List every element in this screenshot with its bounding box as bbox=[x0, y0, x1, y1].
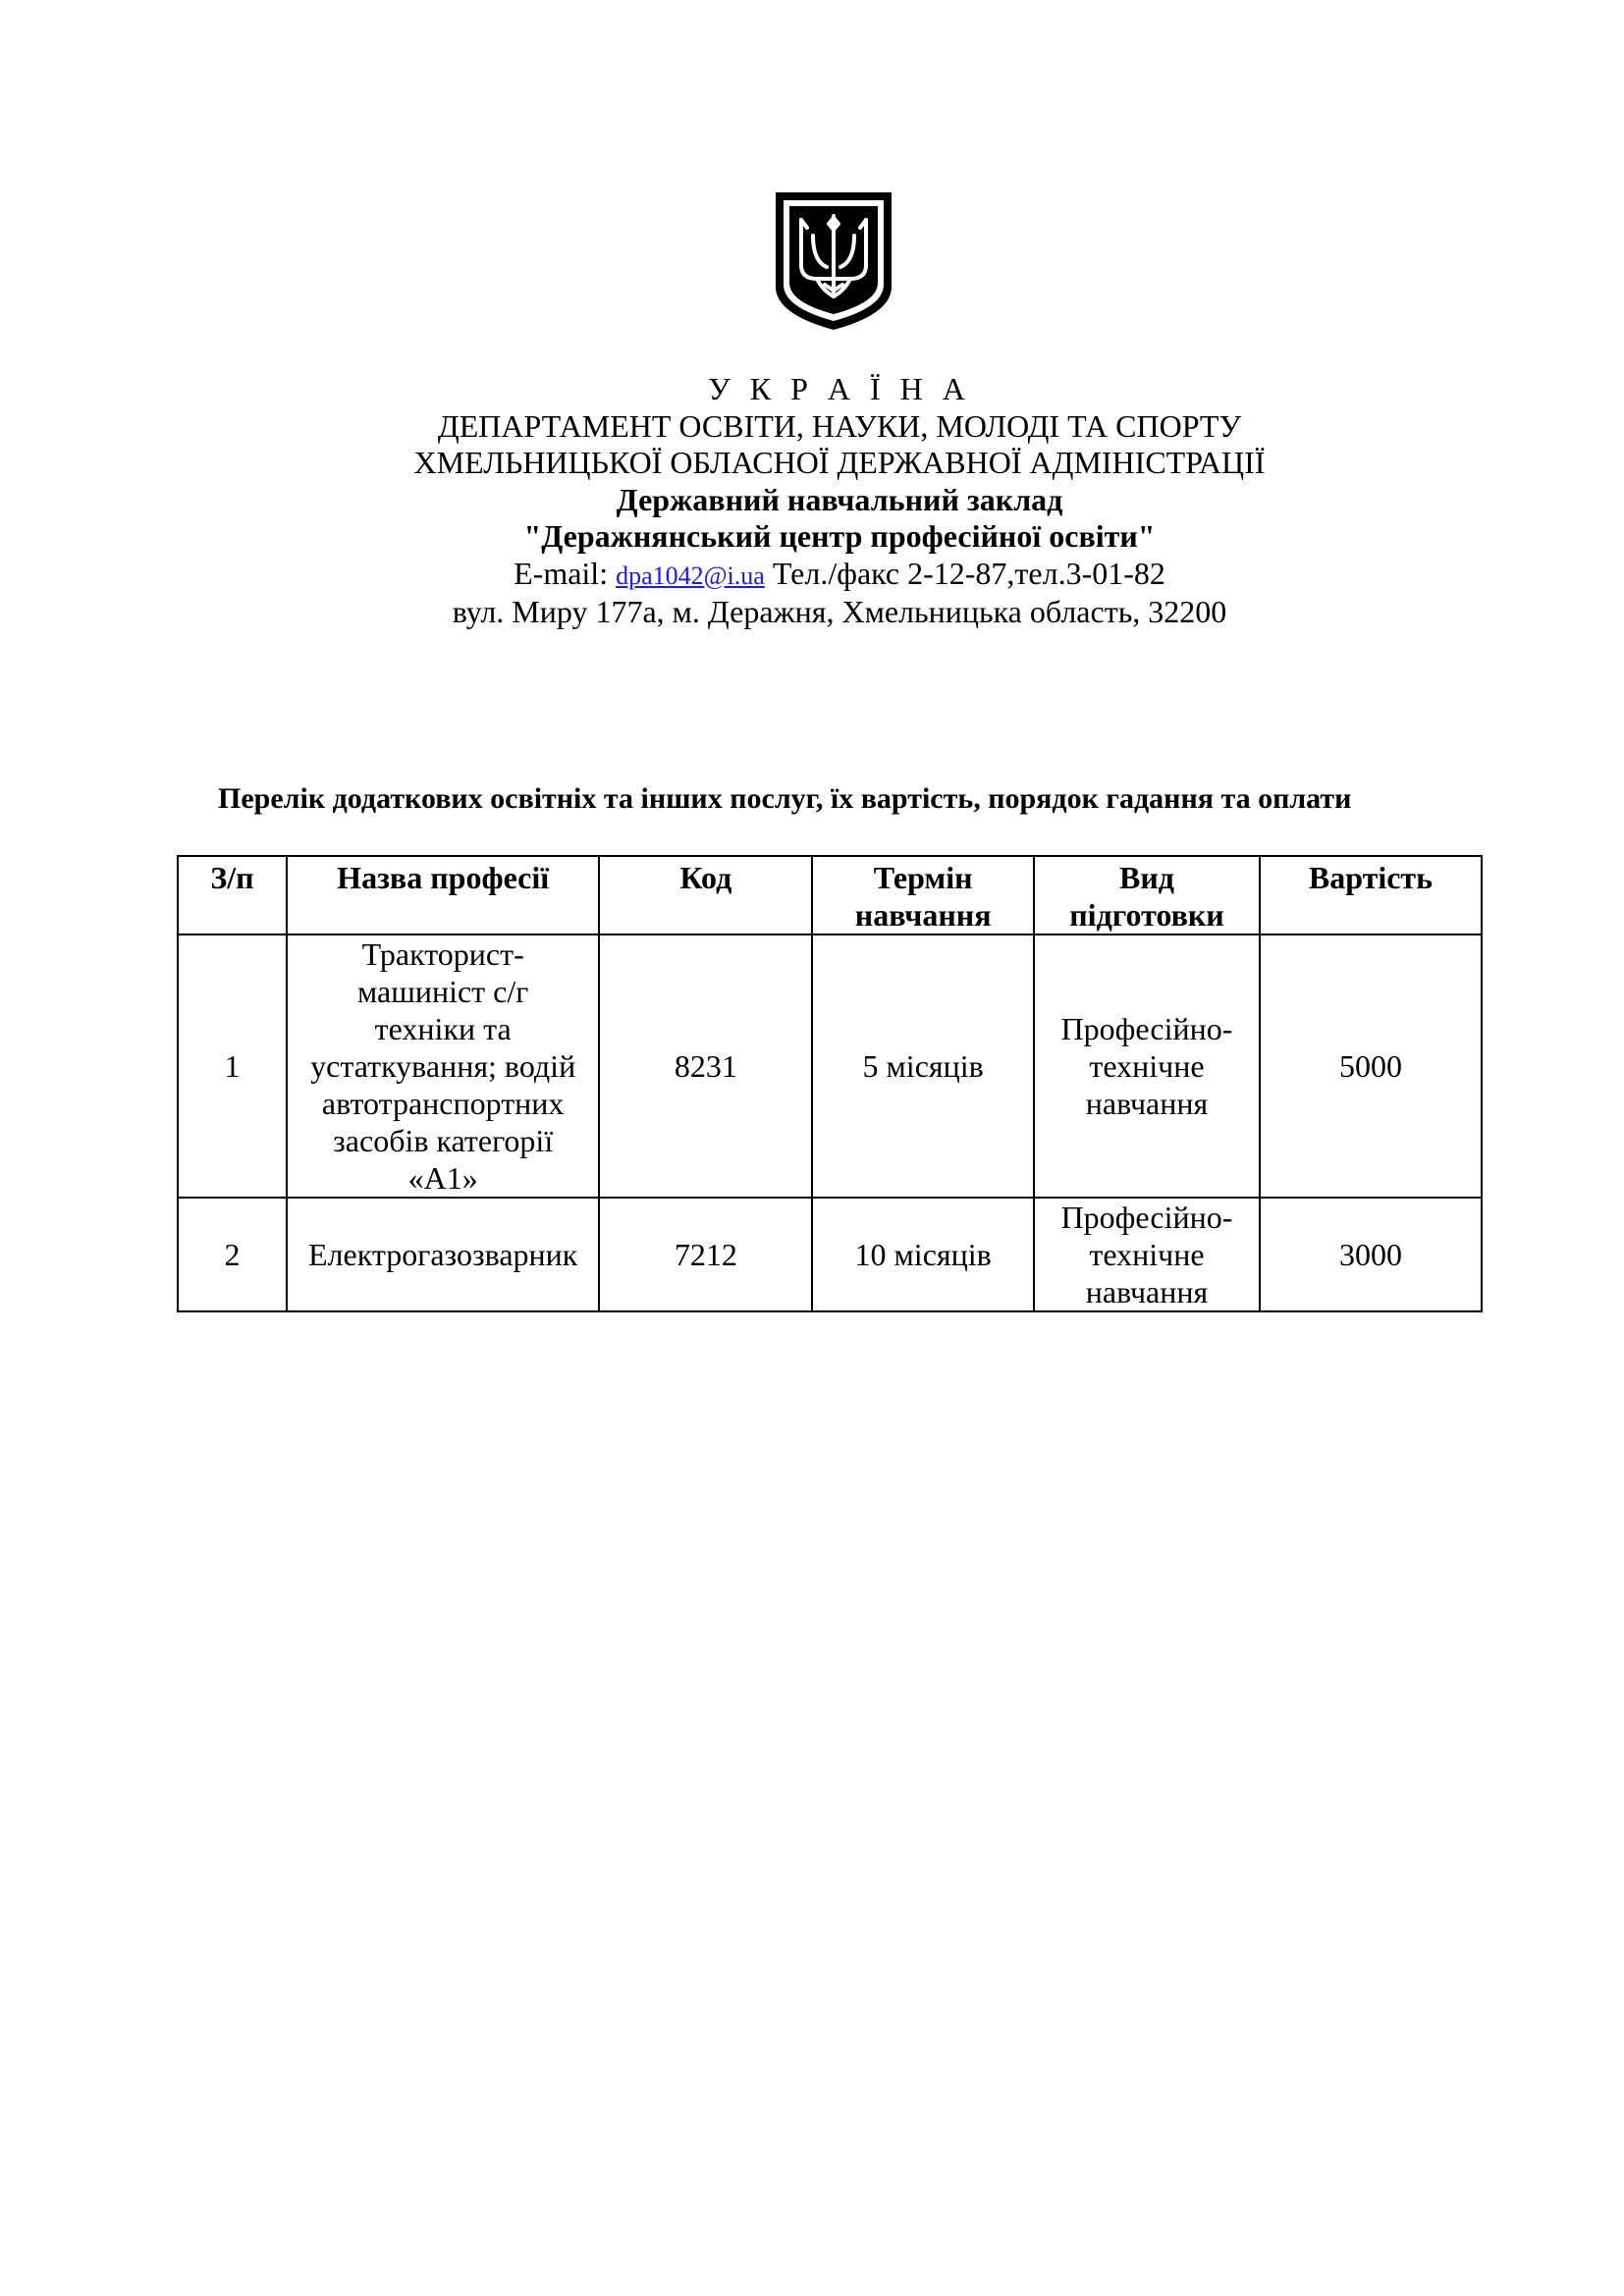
header-term bbox=[812, 856, 1034, 934]
cell-cost: 3000 bbox=[1260, 1198, 1482, 1311]
profession-line: автотранспортних bbox=[321, 1086, 565, 1121]
tryzub-coat-of-arms-icon bbox=[772, 188, 895, 334]
cell-term: 5 місяців bbox=[812, 934, 1034, 1198]
phone-numbers: Тел./факс 2-12-87,тел.3-01-82 bbox=[764, 555, 1165, 591]
table-row bbox=[178, 1198, 1482, 1311]
table-row bbox=[178, 934, 1482, 1198]
cell-term: 10 місяців bbox=[812, 1198, 1034, 1311]
cell-type bbox=[1034, 1198, 1260, 1311]
header-type bbox=[1034, 856, 1260, 934]
profession-line: засобів категорії bbox=[333, 1123, 554, 1158]
contact-line bbox=[0, 556, 1624, 595]
profession-line: устаткування; водій bbox=[310, 1048, 576, 1084]
profession-line: машиніст с/г bbox=[356, 974, 529, 1009]
header-term-line2: навчання bbox=[854, 897, 992, 933]
services-table bbox=[177, 855, 1483, 1312]
administration-name: ХМЕЛЬНИЦЬКОЇ ОБЛАСНОЇ ДЕРЖАВНОЇ АДМІНІСТРАЦІЇ bbox=[413, 445, 1266, 480]
email-link[interactable]: dpa1042@i.ua bbox=[616, 561, 765, 590]
header-type-line2: підготовки bbox=[1069, 897, 1224, 933]
profession-line: Електрогазозварник bbox=[308, 1237, 578, 1272]
department-name: ДЕПАРТАМЕНТ ОСВІТИ, НАУКИ, МОЛОДІ ТА СПОРТУ bbox=[437, 407, 1242, 444]
email-label: E-mail: bbox=[514, 555, 617, 591]
profession-line: техніки та bbox=[374, 1011, 512, 1046]
letterhead bbox=[0, 371, 1624, 631]
header-term-line1: Термін bbox=[873, 860, 973, 895]
type-line: Професійно- bbox=[1060, 1011, 1233, 1046]
profession-line: «А1» bbox=[407, 1160, 478, 1196]
type-line: навчання bbox=[1085, 1274, 1209, 1309]
cell-cost: 5000 bbox=[1260, 934, 1482, 1198]
institution-name: "Деражнянський центр професійної освіти" bbox=[523, 518, 1156, 554]
header-profession: Назва професії bbox=[287, 856, 599, 934]
header-cost: Вартість bbox=[1260, 856, 1482, 934]
type-line: технічне bbox=[1089, 1237, 1205, 1272]
header-type-line1: Вид bbox=[1119, 860, 1174, 895]
header-code: Код bbox=[599, 856, 812, 934]
country-name: У К Р А Ї Н А bbox=[708, 371, 971, 406]
table-header-row bbox=[178, 856, 1482, 934]
cell-profession bbox=[287, 934, 599, 1198]
profession-line: Тракторист- bbox=[361, 936, 524, 972]
type-line: навчання bbox=[1085, 1086, 1209, 1121]
cell-num: 1 bbox=[178, 934, 287, 1198]
type-line: Професійно- bbox=[1060, 1200, 1233, 1235]
institution-type: Державний навчальний заклад bbox=[616, 481, 1063, 517]
cell-code: 8231 bbox=[599, 934, 812, 1198]
address: вул. Миру 177а, м. Деражня, Хмельницька область, 32200 bbox=[452, 594, 1227, 629]
document-title: Перелік додаткових освітніх та інших послуг, їх вартість, порядок гадання та оплати bbox=[218, 782, 1352, 815]
cell-type bbox=[1034, 934, 1260, 1198]
type-line: технічне bbox=[1089, 1048, 1205, 1084]
cell-profession bbox=[287, 1198, 599, 1311]
cell-num: 2 bbox=[178, 1198, 287, 1311]
cell-code: 7212 bbox=[599, 1198, 812, 1311]
header-num: З/п bbox=[178, 856, 287, 934]
